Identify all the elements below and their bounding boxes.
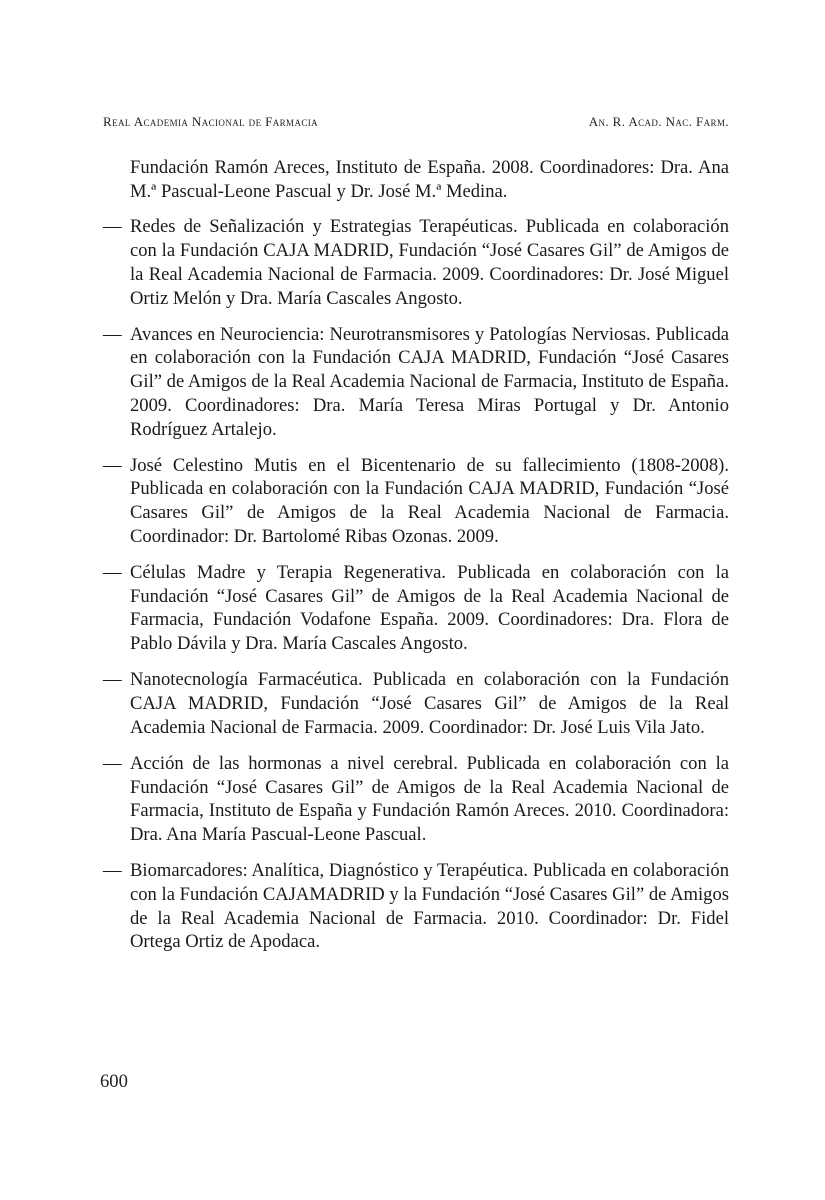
em-dash-bullet: —: [103, 562, 122, 584]
list-item: [103, 859, 729, 954]
list-item: [103, 561, 729, 656]
list-item: [103, 752, 729, 847]
list-item: [103, 454, 729, 549]
list-item-text: Acción de las hormonas a nivel cerebral. Publicada en colaboración con la Fundación “José Casares Gil” de Amigos de la Real Academia Nacional de Farmacia, Instituto de España y Fundación Ramón Areces. 2010. Coordinadora: Dra. Ana María Pascual-Leone Pascual.: [130, 752, 729, 846]
em-dash-bullet: —: [103, 454, 122, 476]
em-dash-bullet: —: [103, 323, 122, 345]
list-item-text: Redes de Señalización y Estrategias Terapéuticas. Publicada en colaboración con la Fundación CAJA MADRID, Fundación “José Casares Gil” de Amigos de la Real Academia Nacional de Farmacia. 2009. Coordinadores: Dr. José Miguel Ortiz Melón y Dra. María Cascales Angosto.: [130, 216, 729, 309]
page-number: 600: [100, 1071, 128, 1092]
running-header: [103, 114, 729, 130]
em-dash-bullet: —: [103, 216, 122, 238]
list-item: [103, 323, 729, 442]
em-dash-bullet: —: [103, 752, 122, 774]
list-item: [103, 215, 729, 310]
list-item-text: José Celestino Mutis en el Bicentenario de su fallecimiento (1808-2008). Publicada en colaboración con la Fundación CAJA MADRID, Fundación “José Casares Gil” de Amigos de la Real Academia Nacional de Farmacia. Coordinador: Dr. Bartolomé Ribas Ozonas. 2009.: [130, 454, 729, 547]
list-item-text: Células Madre y Terapia Regenerativa. Publicada en colaboración con la Fundación “José Casares Gil” de Amigos de la Real Academia Nacional de Farmacia, Fundación Vodafone España. 2009. Coordinadores: Dra. Flora de Pablo Dávila y Dra. María Cascales Angosto.: [130, 562, 729, 655]
list-item-text: Nanotecnología Farmacéutica. Publicada en colaboración con la Fundación CAJA MADRID, Fundación “José Casares Gil” de Amigos de la Real Academia Nacional de Farmacia. 2009. Coordinador: Dr. José Luis Vila Jato.: [130, 669, 729, 738]
em-dash-bullet: —: [103, 669, 122, 691]
list-item-text: Biomarcadores: Analítica, Diagnóstico y Terapéutica. Publicada en colaboración con la Fundación CAJAMADRID y la Fundación “José Casares Gil” de Amigos de la Real Academia Nacional de Farmacia. 2010. Coordinador: Dr. Fidel Ortega Ortiz de Apodaca.: [130, 860, 729, 953]
list-item: [103, 668, 729, 739]
em-dash-bullet: —: [103, 860, 122, 882]
running-header-left: Real Academia Nacional de Farmacia: [103, 114, 319, 129]
list-item-text: Avances en Neurociencia: Neurotransmisores y Patologías Nerviosas. Publicada en colaboración con la Fundación CAJA MADRID, Fundación “José Casares Gil” de Amigos de la Real Academia Nacional de Farmacia, Instituto de España. 2009. Coordinadores: Dra. María Teresa Miras Portugal y Dr. Antonio Rodríguez Artalejo.: [130, 323, 729, 440]
publication-list: [103, 156, 729, 967]
running-header-right: An. R. Acad. Nac. Farm.: [588, 114, 729, 129]
continued-entry-text: Fundación Ramón Areces, Instituto de España. 2008. Coordinadores: Dra. Ana M.ª Pascual-Leone Pascual y Dr. José M.ª Medina.: [130, 157, 729, 202]
